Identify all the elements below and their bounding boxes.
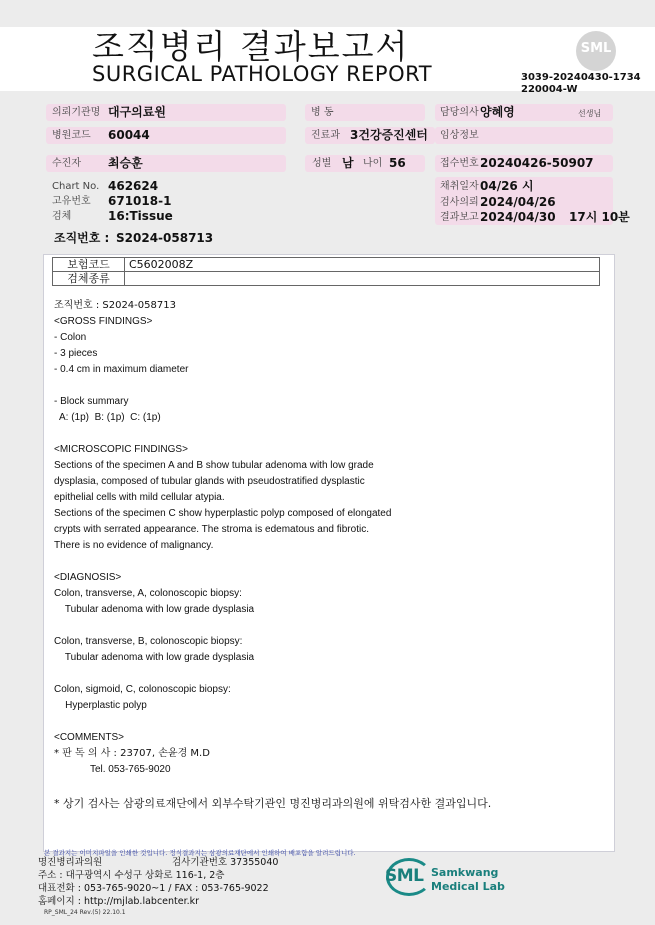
dept-label: 진료과 [311,130,340,141]
hospital-code-label: 병원코드 [52,130,91,141]
report-line: <GROSS FINDINGS> [54,316,153,327]
report-line [54,714,604,730]
lab-registration-number: 검사기관번호 37355040 [172,857,279,868]
specimen-type-label: 검체종류 [53,272,125,286]
document-id [521,72,655,96]
patient-field-bg [46,155,286,172]
ward-label: 병 동 [311,107,334,118]
chart-label: Chart No. [52,181,100,192]
report-line: Tel. 053-765-9020 [54,764,171,775]
specimen-value: 16:Tissue [108,209,173,223]
report-line: Colon, transverse, B, colonoscopic biopsy: [54,636,243,647]
id-value: 671018-1 [108,194,172,208]
sex-value: 남 [342,156,354,170]
samkwang-logo-name-line2: Medical Lab [431,880,505,893]
doctor-value: 양혜영 [480,105,515,119]
report-line: Sections of the specimen A and B show tubular adenoma with low grade [54,460,374,471]
report-line [54,666,604,682]
specimen-type-row [53,272,600,286]
report-line: - Colon [54,332,87,343]
receipt-value: 20240426-50907 [480,156,594,170]
age-label: 나이 [363,158,383,169]
request-value: 2024/04/26 [480,195,556,209]
report-line [54,378,604,394]
report-value: 2024/04/30 [480,210,556,224]
chart-value: 462624 [108,179,159,193]
report-line [54,554,604,570]
report-line: Colon, sigmoid, C, colonoscopic biopsy: [54,684,231,695]
sml-logo-text: SML [580,41,612,56]
report-line: Colon, transverse, A, colonoscopic biopsy: [54,588,242,599]
samkwang-logo-name-line1: Samkwang [431,866,499,879]
institution-value: 대구의료원 [108,105,166,119]
report-line [54,426,604,442]
sex-label: 성별 [312,158,332,169]
lab-name: 명진병리과의원 [38,857,103,868]
lab-phone: 대표전화 : 053-765-9020~1 / FAX : 053-765-9022 [38,883,269,894]
report-line: - 3 pieces [54,348,98,359]
report-label: 결과보고 [440,212,479,223]
patient-label: 수진자 [52,158,81,169]
report-line: <MICROSCOPIC FINDINGS> [54,444,188,455]
report-body [54,298,604,794]
report-line: crypts with serrated appearance. The stroma is edematous and fibrotic. [54,524,369,535]
report-line: <DIAGNOSIS> [54,572,122,583]
report-time-value: 17시 10분 [569,210,630,224]
insurance-code-value: C5602008Z [125,258,600,272]
receipt-label: 접수번호 [440,158,479,169]
patient-value: 최승훈 [108,156,143,170]
hospital-code-value: 60044 [108,128,150,142]
insurance-code-row [53,258,600,272]
lab-homepage[interactable]: 홈페이지 : http://mjlab.labcenter.kr [38,896,200,907]
report-title-english: SURGICAL PATHOLOGY REPORT [92,62,433,86]
outsourcing-notice: * 상기 검사는 삼광의료재단에서 외부수탁기관인 명진병리과의원에 위탁검사한 결과입니다. [54,797,492,810]
report-line: Sections of the specimen C show hyperplastic polyp composed of elongated [54,508,392,519]
form-code: RP_SML_24 Rev.(5) 22.10.1 [44,909,126,916]
insurance-code-label: 보험코드 [53,258,125,272]
report-line [54,618,604,634]
tissue-no-label: 조직번호 : [54,231,110,245]
samkwang-logo-name [431,866,505,894]
report-line: 조직번호 : S2024-058713 [54,300,176,311]
insurance-table [52,257,600,286]
samkwang-logo-text: SML [385,866,424,886]
specimen-type-value [125,272,600,286]
report-line: <COMMENTS> [54,732,125,743]
doctor-label: 담당의사 [440,107,479,118]
doctor-suffix: 선생님 [578,109,602,118]
dept-value: 3건강증진센터 [350,128,428,142]
age-value: 56 [389,156,406,170]
report-title-korean: 조직병리 결과보고서 [92,27,410,66]
id-label: 고유번호 [52,196,91,207]
specimen-label: 검체 [52,211,72,222]
collect-label: 채취일자 [440,181,479,192]
report-line: There is no evidence of malignancy. [54,540,214,551]
report-line: A: (1p) B: (1p) C: (1p) [54,412,161,423]
document-id-line2: 220004-W [521,84,578,95]
report-line: Hyperplastic polyp [54,700,147,711]
report-line: epithelial cells with mild cellular atypia. [54,492,225,503]
report-line: Tubular adenoma with low grade dysplasia [54,604,255,615]
report-line: Tubular adenoma with low grade dysplasia [54,652,255,663]
report-line: * 판 독 의 사 : 23707, 손윤경 M.D [54,748,210,759]
printed-copy-notice: 본 결과지는 이미지파일을 인쇄한 것입니다. 정식결과지는 삼광의료재단에서 인쇄하여 배포함을 알려드립니다. [44,849,356,857]
report-line: - 0.4 cm in maximum diameter [54,364,189,375]
clinical-label: 임상정보 [440,130,479,141]
request-label: 검사의뢰 [440,197,479,208]
document-id-line1: 3039-20240430-1734 [521,72,641,83]
lab-address: 주소 : 대구광역시 수성구 상화로 116-1, 2층 [38,870,225,881]
tissue-no-value: S2024-058713 [116,231,214,245]
report-line [54,778,604,794]
report-line: dysplasia, composed of tubular glands with pseudostratified dysplastic [54,476,365,487]
report-line: - Block summary [54,396,129,407]
institution-label: 의뢰기관명 [52,107,101,118]
collect-value: 04/26 시 [480,179,534,193]
